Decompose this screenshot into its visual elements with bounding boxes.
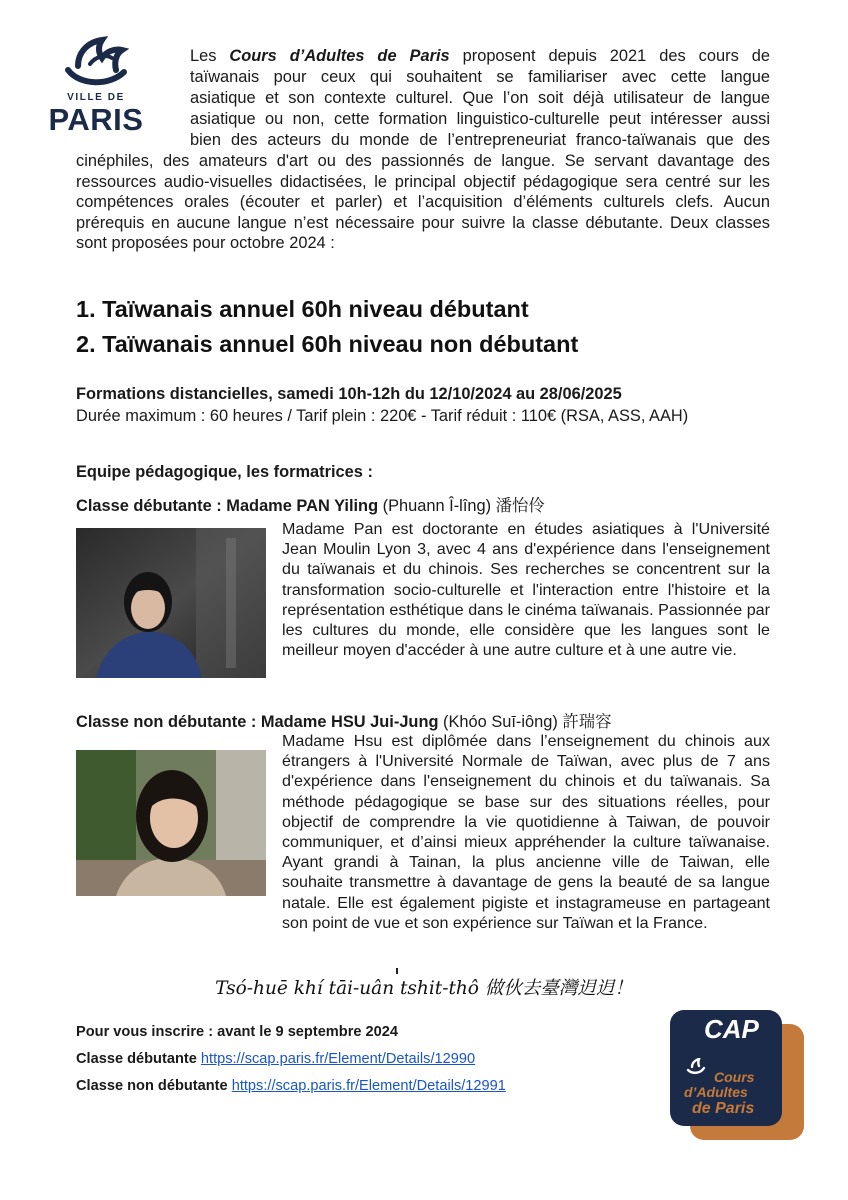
intro-line-5: bien des acteurs du monde de l’entrepreneuriat franco-taïwanais que des [190, 131, 770, 149]
cap-logo-front [670, 1010, 782, 1126]
signup-deadline: Pour vous inscrire : avant le 9 septembre 2024 [76, 1024, 399, 1040]
intro-line-4: asiatique ou non, cette formation linguistico-culturelle peut intéresser aussi [190, 110, 770, 128]
team-heading: Equipe pédagogique, les formatrices : [76, 463, 373, 481]
cap-logo-line1: Cours [714, 1069, 755, 1085]
intro-line-2: taïwanais pour ceux qui souhaitent se familiariser avec cette langue [190, 68, 770, 86]
intro-line-1: Les Cours d’Adultes de Paris proposent depuis 2021 des cours de [190, 47, 770, 65]
intro-paragraph-rest: cinéphiles, des amateurs d'art ou des passionnés de langue. Se servant davantage des ressources audio-visuelles didactisées, le principal objectif pédagogique sera centré sur les compétences orales (écouter et parler) et l’acquisition d’éléments culturels clefs. Aucun prérequis en aucune langue n’est nécessaire pour suivre la classe débutante. Deux classes sont proposées pour octobre 2024 : [76, 152, 770, 253]
cap-boat-icon [684, 1058, 706, 1076]
hsu-photo [76, 750, 266, 896]
taiwanese-quote: Tsó-huē khí tāi-uân tshit-thô 做伙去臺灣迌迌！ [215, 978, 633, 999]
pan-bio: Madame Pan est doctorante en études asiatiques à l'Université Jean Moulin Lyon 3, avec 4 ans d'expérience dans l'enseignement du taïwanais et du chinois. Ses recherches se concentrent sur la transformation socio-culturelle et l'interaction entre l'histoire et la représentation esthétique dans le cinéma taïwanais. Passionnée par les cultures du monde, elle considère que les langues sont le meilleur moyen d'accéder à une autre culture et à une autre vie. [282, 520, 770, 660]
pan-photo [76, 528, 266, 678]
class-title-debutant: 1. Taïwanais annuel 60h niveau débutant [76, 296, 529, 322]
logo-paris-text: PARIS [48, 102, 144, 137]
cap-logo-line2: d’Adultes [684, 1084, 748, 1100]
formation-pricing: Durée maximum : 60 heures / Tarif plein : 220€ - Tarif réduit : 110€ (RSA, ASS, AAH) [76, 407, 689, 425]
cours-adultes-name: Cours d’Adultes de Paris [229, 47, 450, 65]
logo-ville-text: VILLE DE [67, 92, 125, 103]
pan-heading: Classe débutante : Madame PAN Yiling (Phuann Î-lîng) 潘怡伶 [76, 496, 545, 515]
formation-schedule: Formations distancielles, samedi 10h-12h du 12/10/2024 au 28/06/2025 [76, 385, 622, 403]
hsu-bio: Madame Hsu est diplômée dans l’enseignement du chinois aux étrangers à l'Université Normale de Taïwan, avec plus de 7 ans d'expérience dans l'enseignement du chinois et du taïwanais. Sa méthode pédagogique se base sur des situations réelles, pour objectif de comprendre la vie quotidienne à Taiwan, de pouvoir communiquer, et d’ainsi mieux appréhender la culture taïwanaise. Ayant grandi à Tainan, la plus ancienne ville de Taiwan, elle souhaite transmettre à davantage de gens la beauté de sa langue natale. Elle est également pigiste et instagrameuse en partageant son point de vue et son expérience sur Taïwan et la France. [282, 732, 770, 932]
signup-non-debutant-link[interactable]: https://scap.paris.fr/Element/Details/12991 [231, 1078, 506, 1094]
signup-debutant: Classe débutante https://scap.paris.fr/Element/Details/12990 [76, 1051, 476, 1067]
class-title-non-debutant: 2. Taïwanais annuel 60h niveau non débutant [76, 331, 579, 357]
paris-boat-icon [44, 36, 148, 92]
ville-de-paris-logo [44, 36, 148, 140]
cap-logo-title: CAP [704, 1014, 759, 1044]
intro-line-3: asiatique et son contexte culturel. Que l’on soit déjà utilisateur de langue [190, 89, 770, 107]
cap-logo [670, 1010, 804, 1140]
signup-non-debutant: Classe non débutante https://scap.paris.fr/Element/Details/12991 [76, 1078, 506, 1094]
hsu-heading: Classe non débutante : Madame HSU Jui-Jung (Khóo Suī-iông) 許瑞容 [76, 712, 612, 731]
signup-debutant-link[interactable]: https://scap.paris.fr/Element/Details/12990 [200, 1051, 476, 1067]
cap-logo-line3: de Paris [692, 1100, 755, 1117]
